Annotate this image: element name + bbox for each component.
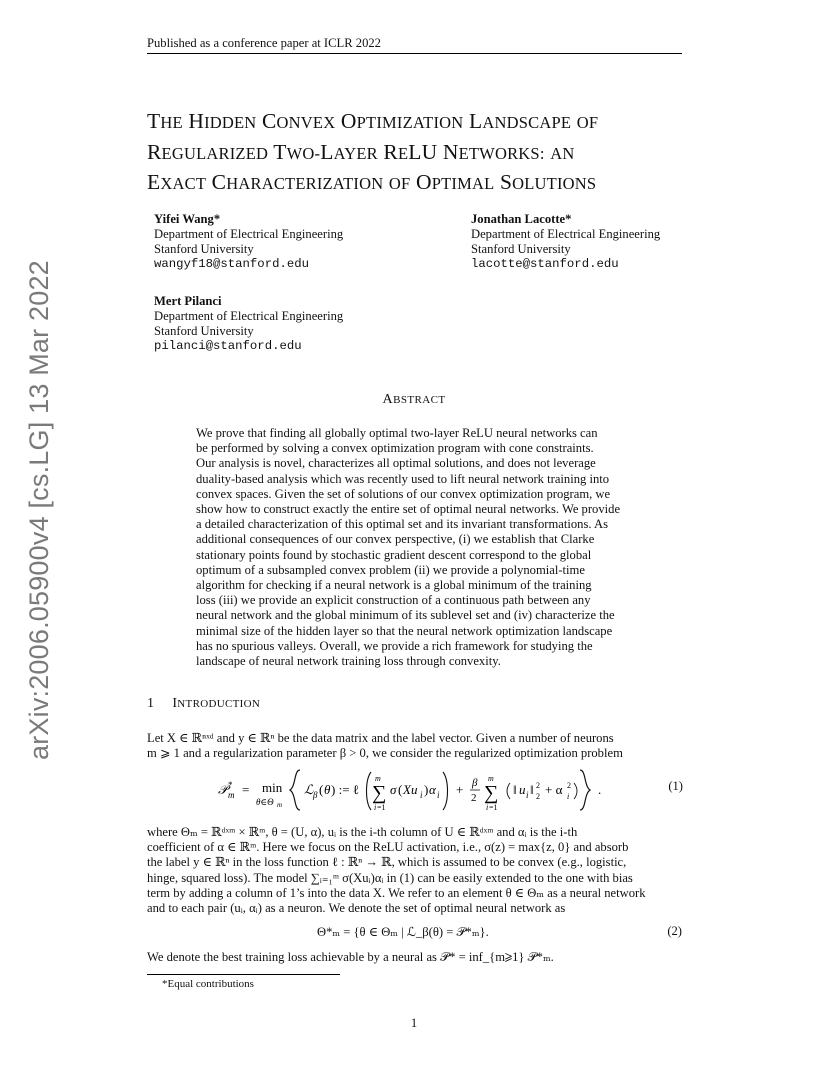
svg-text:𝒫: 𝒫 bbox=[218, 782, 228, 797]
intro-paragraph bbox=[147, 731, 682, 761]
equation-1 bbox=[218, 764, 683, 814]
svg-text:‖: ‖ bbox=[513, 782, 517, 797]
svg-text:*: * bbox=[228, 780, 233, 790]
paper-title bbox=[147, 107, 707, 199]
svg-text:2: 2 bbox=[536, 781, 540, 790]
svg-text:m: m bbox=[488, 774, 494, 783]
text-line: coefficient of α ∈ ℝᵐ. Here we focus on the ReLU activation, i.e., σ(z) = max{z, 0} and absorb bbox=[147, 840, 629, 855]
svg-text:=: = bbox=[242, 782, 250, 797]
svg-text:ℒ: ℒ bbox=[304, 782, 314, 797]
svg-text:u: u bbox=[519, 782, 526, 797]
svg-text:2: 2 bbox=[567, 781, 571, 790]
text-line: landscape of neural network training loss through convexity. bbox=[196, 654, 501, 669]
intro-paragraph bbox=[147, 950, 682, 965]
arxiv-stamp: arXiv:2006.05900v4 [cs.LG] 13 Mar 2022 bbox=[24, 260, 54, 760]
svg-text:(: ( bbox=[319, 782, 324, 797]
text-line: Our analysis is novel, characterizes all optimal solutions, and does not leverage bbox=[196, 456, 596, 471]
abstract-body bbox=[196, 426, 634, 669]
svg-text:Xu: Xu bbox=[403, 782, 418, 797]
svg-text:i: i bbox=[486, 803, 489, 812]
svg-text:m: m bbox=[277, 801, 283, 809]
section-number: 1 bbox=[147, 696, 155, 711]
svg-text:σ: σ bbox=[390, 782, 397, 797]
svg-text:β: β bbox=[472, 777, 478, 789]
text-line: additional consequences of our convex perspective, (i) we establish that Clarke bbox=[196, 532, 595, 547]
title-line: THE HIDDEN CONVEX OPTIMIZATION LANDSCAPE OF bbox=[147, 109, 599, 133]
svg-text:‖: ‖ bbox=[530, 782, 534, 797]
equation-number: (1) bbox=[668, 779, 683, 793]
author-univ: Stanford University bbox=[154, 324, 254, 338]
svg-text:∑: ∑ bbox=[484, 782, 499, 804]
text-line: show how to construct exactly the entire set of optimal neural networks. We provide bbox=[196, 502, 621, 517]
text-line: minimal size of the hidden layer so that the neural network optimization landscape bbox=[196, 623, 613, 638]
running-header: Published as a conference paper at ICLR 2022 bbox=[147, 36, 381, 50]
svg-text:β: β bbox=[313, 790, 318, 800]
text-line: be performed by solving a convex optimization program with cone constraints. bbox=[196, 441, 594, 456]
svg-text:(: ( bbox=[398, 782, 403, 797]
footnote-rule bbox=[147, 974, 340, 975]
equation-number: (2) bbox=[667, 924, 682, 938]
page-number: 1 bbox=[410, 1016, 418, 1030]
author-block bbox=[471, 212, 660, 272]
text-line: stationary points found by stochastic gradient descent correspond to the global bbox=[196, 547, 592, 562]
author-email[interactable]: pilanci@stanford.edu bbox=[154, 339, 302, 353]
text-line: m ⩾ 1 and a regularization parameter β > 0, we consider the regularized optimization problem bbox=[147, 746, 623, 761]
svg-text:i: i bbox=[526, 790, 529, 800]
footnote: *Equal contributions bbox=[162, 978, 254, 990]
author-dept: Department of Electrical Engineering bbox=[154, 309, 344, 323]
text-line: where Θₘ = ℝᵈˣᵐ × ℝᵐ, θ = (U, α), uᵢ is the i-th column of U ∈ ℝᵈˣᵐ and αᵢ is the i-th bbox=[147, 825, 578, 839]
svg-text:θ: θ bbox=[324, 782, 331, 797]
author-email[interactable]: wangyf18@stanford.edu bbox=[154, 257, 309, 271]
text-line: We prove that finding all globally optimal two-layer ReLU neural networks can bbox=[196, 426, 598, 440]
svg-text:i: i bbox=[437, 790, 440, 800]
text-line: algorithm for checking if a neural network is a global minimum of the training bbox=[196, 578, 592, 593]
section-title: INTRODUCTION bbox=[172, 696, 261, 711]
text-line: the label y ∈ ℝⁿ in the loss function ℓ : ℝⁿ → ℝ, which is assumed to be convex (e.g., logistic, bbox=[147, 855, 627, 870]
equation-2-expression: Θ*ₘ = {θ ∈ Θₘ | ℒ_β(θ) = 𝒫*ₘ}. bbox=[317, 925, 489, 939]
svg-text:i: i bbox=[420, 790, 423, 800]
svg-text:=1: =1 bbox=[377, 803, 386, 812]
text-line: term by adding a column of 1’s into the data X. We refer to an element θ ∈ Θₘ as a neural network bbox=[147, 885, 646, 900]
author-name: Jonathan Lacotte* bbox=[471, 212, 572, 226]
author-univ: Stanford University bbox=[471, 242, 571, 256]
section-heading bbox=[147, 696, 260, 712]
text-line: a detailed characterization of this optimal set and its invariant transformations. As bbox=[196, 517, 608, 532]
svg-text:.: . bbox=[598, 782, 602, 797]
svg-text:) := ℓ: ) := ℓ bbox=[331, 782, 359, 797]
text-line: convex spaces. Given the set of solutions of our convex optimization program, we bbox=[196, 486, 611, 501]
svg-text:∑: ∑ bbox=[372, 782, 387, 804]
text-line: We denote the best training loss achievable by a neural as 𝒫* = inf_{m⩾1} 𝒫*ₘ. bbox=[147, 950, 554, 964]
svg-text:i: i bbox=[567, 792, 570, 801]
text-line: loss (iii) we provide an explicit construction of a continuous path between any bbox=[196, 593, 591, 608]
title-line: REGULARIZED TWO-LAYER RELU NETWORKS: AN bbox=[147, 139, 575, 164]
title-line: EXACT CHARACTERIZATION OF OPTIMAL SOLUTIONS bbox=[147, 170, 597, 194]
author-name: Yifei Wang* bbox=[154, 212, 221, 226]
abstract-heading: ABSTRACT bbox=[382, 392, 446, 407]
svg-text:): ) bbox=[424, 782, 429, 797]
author-name: Mert Pilanci bbox=[154, 294, 222, 308]
text-line: has no spurious valleys. Overall, we provide a rich framework for studying the bbox=[196, 638, 593, 653]
svg-text:2: 2 bbox=[471, 792, 477, 804]
svg-text:m: m bbox=[228, 790, 235, 800]
equation-1-graphic bbox=[218, 764, 658, 814]
text-line: and to each pair (uᵢ, αᵢ) as a neuron. We denote the set of optimal neural network as bbox=[147, 901, 566, 916]
text-line: neural network and the global minimum of its sublevel set and (iv) characterize the bbox=[196, 608, 615, 623]
text-line: optimum of a subsampled convex problem (ii) we provide a polynomial-time bbox=[196, 562, 585, 577]
author-dept: Department of Electrical Engineering bbox=[154, 227, 344, 241]
header-rule bbox=[147, 53, 682, 54]
author-univ: Stanford University bbox=[154, 242, 254, 256]
svg-text:+: + bbox=[456, 782, 464, 797]
author-dept: Department of Electrical Engineering bbox=[471, 227, 661, 241]
svg-text:θ∈Θ: θ∈Θ bbox=[256, 797, 274, 807]
intro-paragraph bbox=[147, 825, 682, 916]
svg-text:2: 2 bbox=[536, 792, 540, 801]
equation-2 bbox=[147, 924, 682, 942]
svg-text:=1: =1 bbox=[489, 803, 498, 812]
text-line: duality-based analysis which was recently used to lift neural network training into bbox=[196, 471, 610, 486]
text-line: Let X ∈ ℝⁿˣᵈ and y ∈ ℝⁿ be the data matrix and the label vector. Given a number of neurons bbox=[147, 731, 614, 745]
svg-text:α: α bbox=[429, 782, 436, 797]
svg-text:+ α: + α bbox=[545, 782, 563, 797]
author-email[interactable]: lacotte@stanford.edu bbox=[471, 257, 619, 271]
svg-text:m: m bbox=[375, 774, 381, 783]
author-block bbox=[154, 212, 343, 272]
svg-text:min: min bbox=[262, 780, 283, 795]
author-block bbox=[154, 294, 343, 354]
svg-text:i: i bbox=[374, 803, 377, 812]
text-line: hinge, squared loss). The model ∑ᵢ₌₁ᵐ σ(Xuᵢ)αᵢ in (1) can be easily extended to the one with bias bbox=[147, 870, 633, 885]
